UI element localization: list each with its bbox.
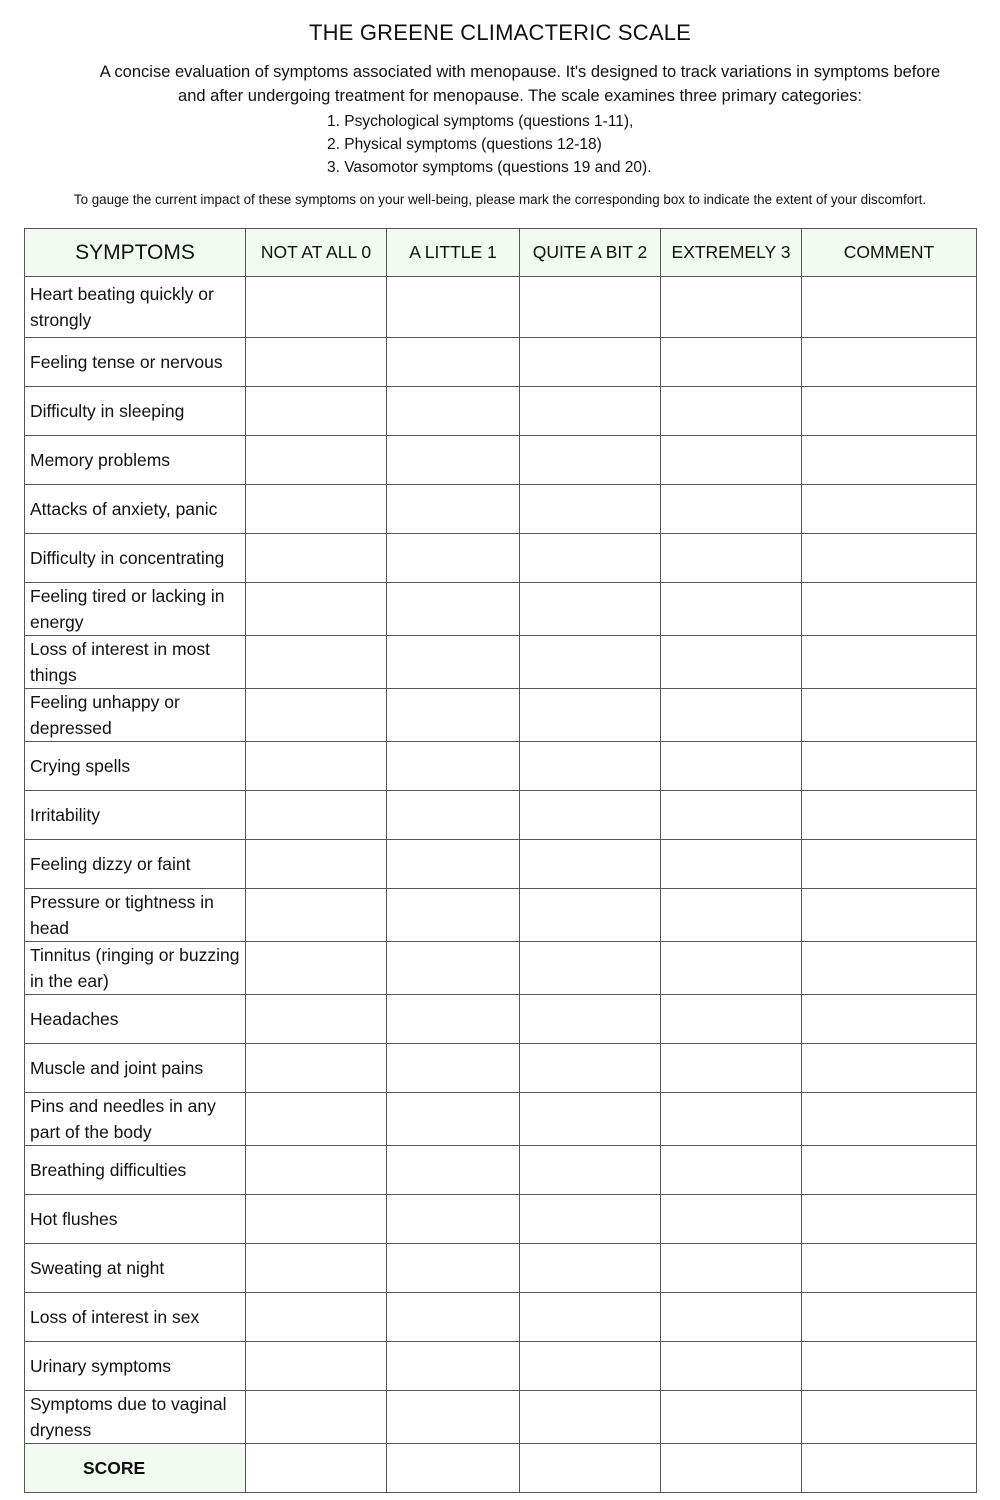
header-extremely: EXTREMELY 3 xyxy=(661,229,802,277)
symptom-label: Sweating at night xyxy=(25,1244,246,1293)
extremely-box[interactable] xyxy=(661,387,802,436)
table-row xyxy=(25,636,977,689)
a-little-box[interactable] xyxy=(387,742,520,791)
table-header-row xyxy=(25,229,977,277)
table-row xyxy=(25,277,977,338)
comment-box[interactable] xyxy=(802,485,977,534)
a-little-box[interactable] xyxy=(387,1244,520,1293)
score-extremely-box[interactable] xyxy=(661,1444,802,1493)
table-row xyxy=(25,436,977,485)
quite-a-bit-box[interactable] xyxy=(520,1293,661,1342)
comment-box[interactable] xyxy=(802,1391,977,1444)
not-at-all-box[interactable] xyxy=(246,1244,387,1293)
score-quite-a-bit-box[interactable] xyxy=(520,1444,661,1493)
a-little-box[interactable] xyxy=(387,689,520,742)
comment-box[interactable] xyxy=(802,277,977,338)
header-not-at-all: NOT AT ALL 0 xyxy=(246,229,387,277)
symptom-label: Difficulty in concentrating xyxy=(25,534,246,583)
table-row xyxy=(25,1044,977,1093)
not-at-all-box[interactable] xyxy=(246,636,387,689)
extremely-box[interactable] xyxy=(661,1342,802,1391)
quite-a-bit-box[interactable] xyxy=(520,1195,661,1244)
category-item: 3. Vasomotor symptoms (questions 19 and 20). xyxy=(327,159,652,176)
symptom-label: Feeling tense or nervous xyxy=(25,338,246,387)
not-at-all-box[interactable] xyxy=(246,277,387,338)
a-little-box[interactable] xyxy=(387,387,520,436)
header-comment: COMMENT xyxy=(802,229,977,277)
a-little-box[interactable] xyxy=(387,485,520,534)
table-row xyxy=(25,1293,977,1342)
extremely-box[interactable] xyxy=(661,840,802,889)
symptom-label: Urinary symptoms xyxy=(25,1342,246,1391)
table-row xyxy=(25,1391,977,1444)
not-at-all-box[interactable] xyxy=(246,534,387,583)
not-at-all-box[interactable] xyxy=(246,1342,387,1391)
quite-a-bit-box[interactable] xyxy=(520,791,661,840)
extremely-box[interactable] xyxy=(661,1293,802,1342)
quite-a-bit-box[interactable] xyxy=(520,583,661,636)
symptom-label: Loss of interest in sex xyxy=(25,1293,246,1342)
comment-box[interactable] xyxy=(802,889,977,942)
page-title: THE GREENE CLIMACTERIC SCALE xyxy=(308,20,692,45)
symptom-label: Pressure or tightness in head xyxy=(25,889,246,942)
comment-box[interactable] xyxy=(802,1342,977,1391)
category-item: 1. Psychological symptoms (questions 1-11), xyxy=(327,113,634,130)
extremely-box[interactable] xyxy=(661,942,802,995)
extremely-box[interactable] xyxy=(661,689,802,742)
table-row xyxy=(25,1093,977,1146)
not-at-all-box[interactable] xyxy=(246,995,387,1044)
score-a-little-box[interactable] xyxy=(387,1444,520,1493)
comment-box[interactable] xyxy=(802,1146,977,1195)
table-row xyxy=(25,942,977,995)
comment-box[interactable] xyxy=(802,436,977,485)
extremely-box[interactable] xyxy=(661,742,802,791)
quite-a-bit-box[interactable] xyxy=(520,636,661,689)
not-at-all-box[interactable] xyxy=(246,889,387,942)
symptom-label: Feeling dizzy or faint xyxy=(25,840,246,889)
not-at-all-box[interactable] xyxy=(246,1146,387,1195)
a-little-box[interactable] xyxy=(387,1195,520,1244)
extremely-box[interactable] xyxy=(661,889,802,942)
quite-a-bit-box[interactable] xyxy=(520,277,661,338)
symptom-label: Attacks of anxiety, panic xyxy=(25,485,246,534)
quite-a-bit-box[interactable] xyxy=(520,995,661,1044)
symptom-label: Hot flushes xyxy=(25,1195,246,1244)
comment-box[interactable] xyxy=(802,1293,977,1342)
table-row xyxy=(25,534,977,583)
a-little-box[interactable] xyxy=(387,995,520,1044)
comment-box[interactable] xyxy=(802,742,977,791)
comment-box[interactable] xyxy=(802,534,977,583)
category-item: 2. Physical symptoms (questions 12-18) xyxy=(327,136,602,153)
comment-box[interactable] xyxy=(802,387,977,436)
extremely-box[interactable] xyxy=(661,436,802,485)
a-little-box[interactable] xyxy=(387,1093,520,1146)
table-row xyxy=(25,840,977,889)
header-symptoms: SYMPTOMS xyxy=(25,229,246,277)
table-row xyxy=(25,1146,977,1195)
not-at-all-box[interactable] xyxy=(246,840,387,889)
symptom-label: Crying spells xyxy=(25,742,246,791)
extremely-box[interactable] xyxy=(661,1146,802,1195)
not-at-all-box[interactable] xyxy=(246,387,387,436)
a-little-box[interactable] xyxy=(387,1146,520,1195)
table-row xyxy=(25,338,977,387)
a-little-box[interactable] xyxy=(387,1342,520,1391)
a-little-box[interactable] xyxy=(387,889,520,942)
symptom-label: Headaches xyxy=(25,995,246,1044)
table-row xyxy=(25,689,977,742)
symptom-label: Memory problems xyxy=(25,436,246,485)
comment-box[interactable] xyxy=(802,791,977,840)
header-quite-a-bit: QUITE A BIT 2 xyxy=(520,229,661,277)
a-little-box[interactable] xyxy=(387,436,520,485)
score-row xyxy=(25,1444,977,1493)
extremely-box[interactable] xyxy=(661,1244,802,1293)
extremely-box[interactable] xyxy=(661,1391,802,1444)
quite-a-bit-box[interactable] xyxy=(520,1044,661,1093)
a-little-box[interactable] xyxy=(387,942,520,995)
quite-a-bit-box[interactable] xyxy=(520,1244,661,1293)
not-at-all-box[interactable] xyxy=(246,1293,387,1342)
a-little-box[interactable] xyxy=(387,1293,520,1342)
quite-a-bit-box[interactable] xyxy=(520,840,661,889)
quite-a-bit-box[interactable] xyxy=(520,742,661,791)
table-row xyxy=(25,1342,977,1391)
not-at-all-box[interactable] xyxy=(246,791,387,840)
comment-box[interactable] xyxy=(802,583,977,636)
a-little-box[interactable] xyxy=(387,1044,520,1093)
comment-box[interactable] xyxy=(802,338,977,387)
quite-a-bit-box[interactable] xyxy=(520,889,661,942)
not-at-all-box[interactable] xyxy=(246,1093,387,1146)
comment-box[interactable] xyxy=(802,636,977,689)
a-little-box[interactable] xyxy=(387,791,520,840)
extremely-box[interactable] xyxy=(661,995,802,1044)
not-at-all-box[interactable] xyxy=(246,485,387,534)
quite-a-bit-box[interactable] xyxy=(520,436,661,485)
table-row xyxy=(25,485,977,534)
score-not-at-all-box[interactable] xyxy=(246,1444,387,1493)
extremely-box[interactable] xyxy=(661,1044,802,1093)
a-little-box[interactable] xyxy=(387,338,520,387)
symptom-label: Feeling unhappy or depressed xyxy=(25,689,246,742)
quite-a-bit-box[interactable] xyxy=(520,1146,661,1195)
intro-text: A concise evaluation of symptoms associated with menopause. It's designed to track variations in symptoms before and after undergoing treatment for menopause. The scale examines three primary categories: xyxy=(99,63,941,105)
table-row xyxy=(25,889,977,942)
extremely-box[interactable] xyxy=(661,534,802,583)
a-little-box[interactable] xyxy=(387,277,520,338)
extremely-box[interactable] xyxy=(661,485,802,534)
symptom-label: Irritability xyxy=(25,791,246,840)
table-row xyxy=(25,583,977,636)
comment-box[interactable] xyxy=(802,942,977,995)
not-at-all-box[interactable] xyxy=(246,338,387,387)
not-at-all-box[interactable] xyxy=(246,436,387,485)
instruction-text: To gauge the current impact of these symptoms on your well-being, please mark the corresponding box to indicate the extent of your discomfort. xyxy=(73,192,927,207)
not-at-all-box[interactable] xyxy=(246,1391,387,1444)
extremely-box[interactable] xyxy=(661,583,802,636)
extremely-box[interactable] xyxy=(661,277,802,338)
not-at-all-box[interactable] xyxy=(246,1195,387,1244)
not-at-all-box[interactable] xyxy=(246,1044,387,1093)
table-row xyxy=(25,387,977,436)
symptom-label: Loss of interest in most things xyxy=(25,636,246,689)
symptom-label: Difficulty in sleeping xyxy=(25,387,246,436)
symptom-label: Tinnitus (ringing or buzzing in the ear) xyxy=(25,942,246,995)
comment-box[interactable] xyxy=(802,1044,977,1093)
quite-a-bit-box[interactable] xyxy=(520,534,661,583)
score-label: SCORE xyxy=(25,1444,246,1493)
comment-box[interactable] xyxy=(802,1093,977,1146)
a-little-box[interactable] xyxy=(387,840,520,889)
score-comment-box[interactable] xyxy=(802,1444,977,1493)
extremely-box[interactable] xyxy=(661,1195,802,1244)
symptom-label: Feeling tired or lacking in energy xyxy=(25,583,246,636)
not-at-all-box[interactable] xyxy=(246,942,387,995)
symptom-label: Heart beating quickly or strongly xyxy=(25,277,246,338)
not-at-all-box[interactable] xyxy=(246,583,387,636)
symptom-label: Pins and needles in any part of the body xyxy=(25,1093,246,1146)
table-row xyxy=(25,1195,977,1244)
table-row xyxy=(25,1244,977,1293)
comment-box[interactable] xyxy=(802,840,977,889)
quite-a-bit-box[interactable] xyxy=(520,387,661,436)
table-row xyxy=(25,791,977,840)
table-row xyxy=(25,742,977,791)
extremely-box[interactable] xyxy=(661,338,802,387)
a-little-box[interactable] xyxy=(387,534,520,583)
comment-box[interactable] xyxy=(802,689,977,742)
not-at-all-box[interactable] xyxy=(246,742,387,791)
quite-a-bit-box[interactable] xyxy=(520,485,661,534)
category-list xyxy=(327,110,652,179)
a-little-box[interactable] xyxy=(387,583,520,636)
not-at-all-box[interactable] xyxy=(246,689,387,742)
quite-a-bit-box[interactable] xyxy=(520,1391,661,1444)
extremely-box[interactable] xyxy=(661,636,802,689)
quite-a-bit-box[interactable] xyxy=(520,1093,661,1146)
symptom-table xyxy=(24,228,977,1493)
comment-box[interactable] xyxy=(802,1195,977,1244)
quite-a-bit-box[interactable] xyxy=(520,338,661,387)
a-little-box[interactable] xyxy=(387,1391,520,1444)
quite-a-bit-box[interactable] xyxy=(520,942,661,995)
extremely-box[interactable] xyxy=(661,1093,802,1146)
a-little-box[interactable] xyxy=(387,636,520,689)
symptom-label: Breathing difficulties xyxy=(25,1146,246,1195)
comment-box[interactable] xyxy=(802,995,977,1044)
extremely-box[interactable] xyxy=(661,791,802,840)
quite-a-bit-box[interactable] xyxy=(520,1342,661,1391)
quite-a-bit-box[interactable] xyxy=(520,689,661,742)
table-row xyxy=(25,995,977,1044)
symptom-label: Symptoms due to vaginal dryness xyxy=(25,1391,246,1444)
symptom-label: Muscle and joint pains xyxy=(25,1044,246,1093)
comment-box[interactable] xyxy=(802,1244,977,1293)
header-a-little: A LITTLE 1 xyxy=(387,229,520,277)
